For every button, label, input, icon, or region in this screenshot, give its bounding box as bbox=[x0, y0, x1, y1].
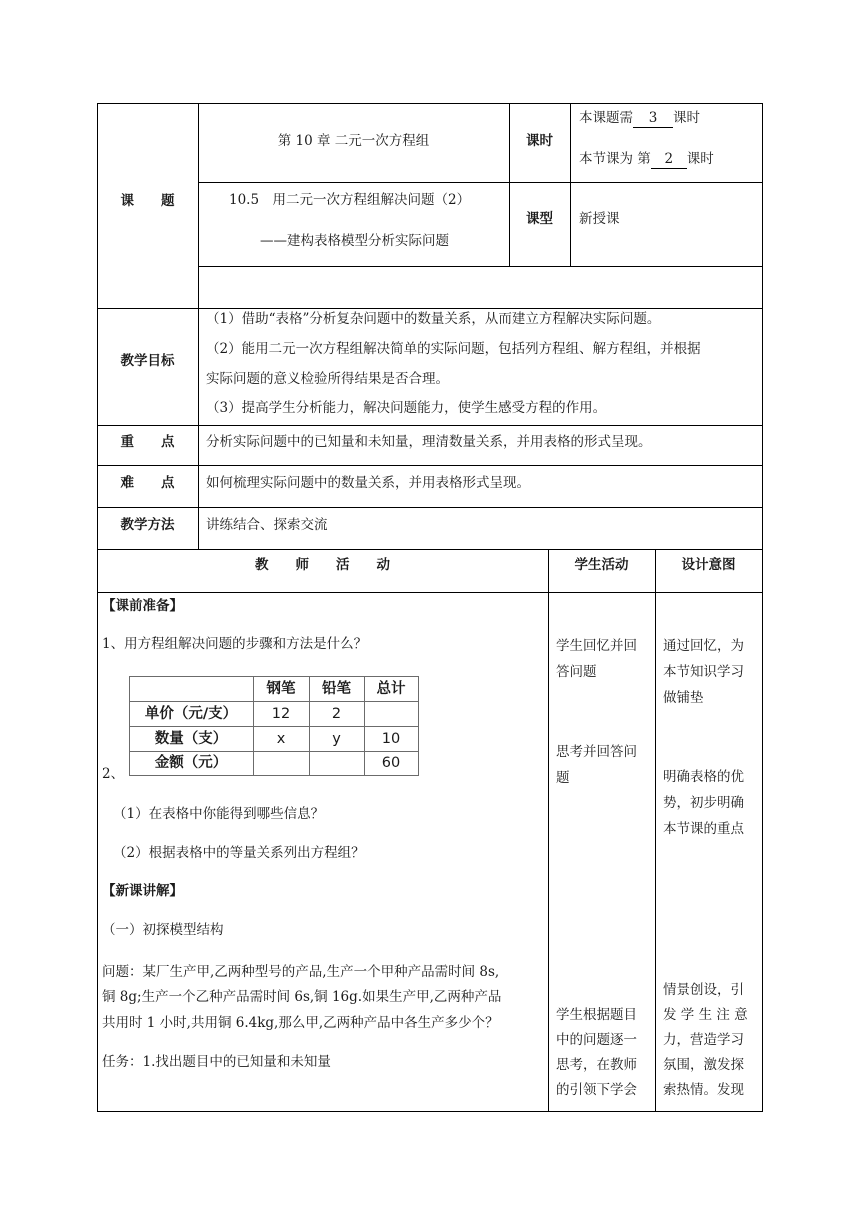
mini-table-cell: 12 bbox=[271, 706, 291, 722]
student-activity-3-line: 的引领下学会 bbox=[556, 1082, 637, 1098]
design-intent-3-line: 情景创设，引 bbox=[663, 982, 744, 998]
design-intent-3-line: 氛围，激发探 bbox=[663, 1057, 744, 1073]
design-intent-3-line: 索热情。发现 bbox=[663, 1082, 744, 1098]
design-intent-1-line: 本节知识学习 bbox=[663, 664, 744, 680]
mini-table-cell: y bbox=[332, 731, 341, 747]
key-point-text: 分析实际问题中的已知量和未知量，理清数量关系，并用表格的形式呈现。 bbox=[206, 434, 652, 450]
key-point-label: 重 点 bbox=[120, 434, 175, 450]
price-quantity-table bbox=[129, 676, 419, 776]
problem-line-3: 共用时 1 小时,共用铜 6.4kg,那么甲,乙两种产品中各生产多少个？ bbox=[102, 1015, 499, 1031]
hours-label: 课时 bbox=[526, 133, 553, 149]
hours-required-value: 3 bbox=[633, 110, 673, 128]
section-title: 10.5 用二元一次方程组解决问题（2） bbox=[229, 192, 471, 208]
new-lesson-title: 【新课讲解】 bbox=[102, 883, 183, 899]
chapter-title: 第 10 章 二元一次方程组 bbox=[277, 133, 430, 149]
student-activity-3 bbox=[556, 1005, 637, 1100]
subsection-1-title: （一）初探模型结构 bbox=[102, 922, 224, 938]
design-intent-3-line: 发 学 生 注 意 bbox=[663, 1007, 748, 1023]
student-activity-1-line: 学生回忆并回 bbox=[556, 638, 637, 654]
student-activity-2 bbox=[556, 742, 637, 788]
design-intent-3-line: 力，营造学习 bbox=[663, 1032, 744, 1048]
prep-section-title: 【课前准备】 bbox=[102, 598, 183, 614]
lesson-number-prefix: 本节课为 第 bbox=[579, 151, 651, 167]
design-intent-3 bbox=[663, 980, 748, 1100]
mini-table-row-label: 单价（元/支） bbox=[144, 706, 238, 722]
design-intent-header: 设计意图 bbox=[681, 557, 736, 573]
goal-item-2-cont: 实际问题的意义检验所得结果是否合理。 bbox=[206, 371, 449, 387]
student-activity-1-line: 答问题 bbox=[556, 664, 597, 680]
lesson-number-value: 2 bbox=[651, 151, 687, 169]
problem-line-2: 铜 8g;生产一个乙种产品需时间 6s,铜 16g.如果生产甲,乙两种产品 bbox=[102, 989, 502, 1005]
student-activity-3-line: 中的问题逐一 bbox=[556, 1032, 637, 1048]
difficulty-text: 如何梳理实际问题中的数量关系，并用表格形式呈现。 bbox=[206, 475, 530, 491]
method-label: 教学方法 bbox=[120, 517, 175, 533]
mini-table-header-pen: 钢笔 bbox=[266, 681, 296, 697]
student-activity-header: 学生活动 bbox=[574, 557, 629, 573]
goal-item-1: （1）借助“表格”分析复杂问题中的数量关系，从而建立方程解决实际问题。 bbox=[206, 311, 661, 327]
difficulty-label: 难 点 bbox=[120, 475, 175, 491]
question-2a: （1）在表格中你能得到哪些信息？ bbox=[113, 806, 325, 822]
design-intent-2 bbox=[663, 767, 744, 839]
design-intent-2-line: 本节课的重点 bbox=[663, 821, 744, 837]
question-2b: （2）根据表格中的等量关系列出方程组？ bbox=[113, 845, 365, 861]
teacher-activity-header: 教 师 活 动 bbox=[255, 557, 390, 573]
mini-table-cell: x bbox=[276, 731, 286, 747]
mini-table-header-pencil: 铅笔 bbox=[322, 681, 351, 697]
method-text: 讲练结合、探索交流 bbox=[206, 517, 328, 533]
mini-table-header-total: 总计 bbox=[376, 681, 406, 697]
goal-item-3: （3）提高学生分析能力，解决问题能力，使学生感受方程的作用。 bbox=[206, 400, 607, 416]
type-value: 新授课 bbox=[579, 211, 620, 227]
hours-required-prefix: 本课题需 bbox=[579, 110, 633, 126]
design-intent-2-line: 明确表格的优 bbox=[663, 769, 744, 785]
lesson-number-suffix: 课时 bbox=[686, 151, 714, 167]
student-activity-1 bbox=[556, 636, 637, 682]
topic-label: 课 题 bbox=[120, 193, 175, 209]
question-2-number: 2、 bbox=[102, 766, 125, 782]
problem-line-1: 问题：某厂生产甲,乙两种型号的产品,生产一个甲种产品需时间 8s, bbox=[102, 964, 500, 980]
question-1: 1、用方程组解决问题的步骤和方法是什么？ bbox=[102, 636, 368, 652]
student-activity-2-line: 题 bbox=[556, 770, 570, 786]
goal-item-2: （2）能用二元一次方程组解决简单的实际问题，包括列方程组、解方程组，并根据 bbox=[206, 341, 701, 357]
mini-table-cell: 60 bbox=[381, 755, 401, 771]
mini-table-row-label: 数量（支） bbox=[154, 731, 228, 747]
mini-table-cell: 10 bbox=[381, 731, 401, 747]
goals-label: 教学目标 bbox=[120, 353, 175, 369]
design-intent-1-line: 通过回忆，为 bbox=[663, 638, 744, 654]
design-intent-1-line: 做铺垫 bbox=[663, 690, 704, 706]
mini-table-row-label: 金额（元） bbox=[154, 755, 228, 771]
hours-line-2 bbox=[579, 149, 714, 169]
type-label: 课型 bbox=[526, 211, 553, 227]
student-activity-3-line: 学生根据题目 bbox=[556, 1007, 637, 1023]
design-intent-1 bbox=[663, 636, 744, 708]
section-subtitle: ——建构表格模型分析实际问题 bbox=[260, 233, 449, 249]
student-activity-3-line: 思考，在教师 bbox=[556, 1057, 637, 1073]
hours-line-1 bbox=[579, 108, 700, 128]
student-activity-2-line: 思考并回答问 bbox=[556, 744, 637, 760]
hours-required-suffix: 课时 bbox=[673, 110, 700, 126]
task-1: 任务：1.找出题目中的已知量和未知量 bbox=[102, 1054, 331, 1070]
mini-table-cell: 2 bbox=[331, 706, 342, 722]
design-intent-2-line: 势，初步明确 bbox=[663, 795, 744, 811]
